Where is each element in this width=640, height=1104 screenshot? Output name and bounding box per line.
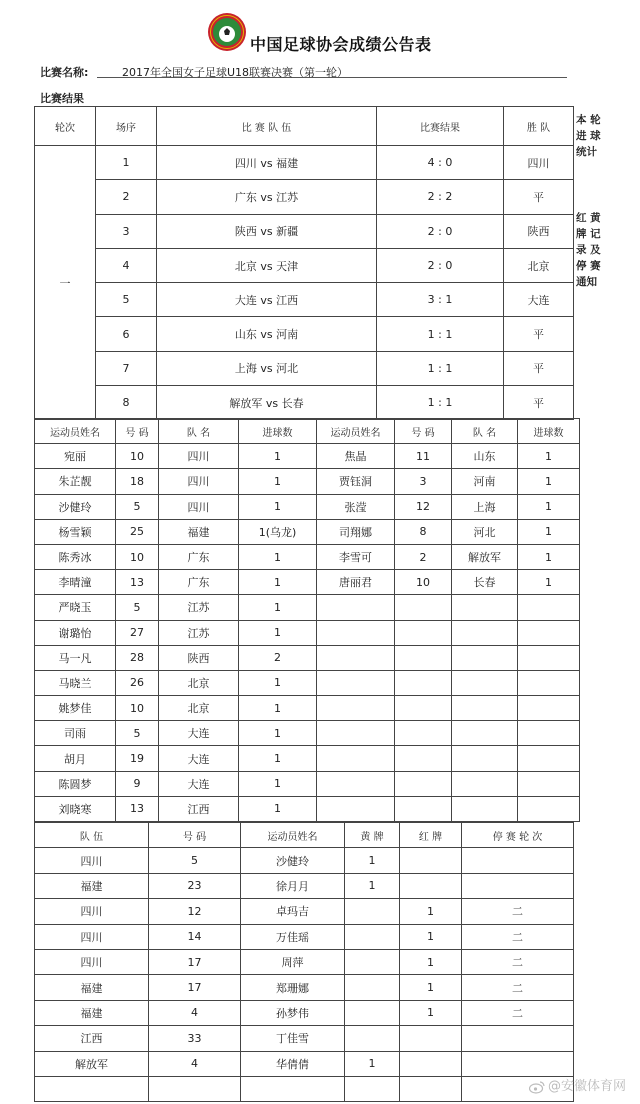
- side-note-line: 牌 记: [576, 228, 601, 240]
- scorers-cell: 姚梦佳: [35, 696, 116, 721]
- scorers-cell: [395, 620, 452, 645]
- scorers-cell: 13: [116, 796, 159, 821]
- results-cell-score: 3 : 1: [377, 283, 504, 317]
- cards-cell: 沙健玲: [241, 848, 345, 873]
- scorers-cell: 1: [518, 544, 580, 569]
- cards-table: [34, 822, 574, 1102]
- scorers-cell: 李雪可: [317, 544, 395, 569]
- cards-row: [35, 1051, 574, 1076]
- results-cell-score: 1 : 1: [377, 351, 504, 385]
- scorers-cell: 四川: [159, 469, 239, 494]
- scorers-row: [35, 645, 580, 670]
- scorers-cell: 广东: [159, 570, 239, 595]
- scorers-cell: [395, 595, 452, 620]
- cards-cell: 12: [149, 899, 241, 924]
- scorers-cell: 27: [116, 620, 159, 645]
- results-cell-winner: 平: [504, 317, 574, 351]
- scorers-cell: 1: [518, 519, 580, 544]
- cards-cell: 1: [345, 848, 400, 873]
- cards-cell: 二: [462, 1000, 574, 1025]
- scorers-row: [35, 469, 580, 494]
- scorers-cell: [518, 771, 580, 796]
- cards-row: [35, 1076, 574, 1101]
- scorers-row: [35, 519, 580, 544]
- cards-row: [35, 949, 574, 974]
- cards-cell: [400, 1026, 462, 1051]
- cards-side-note: [576, 210, 601, 290]
- scorers-cell: [317, 746, 395, 771]
- scorers-row: [35, 696, 580, 721]
- scorers-cell: 2: [239, 645, 317, 670]
- scorers-cell: 1: [239, 444, 317, 469]
- scorers-cell: [452, 796, 518, 821]
- cards-cell: 四川: [35, 899, 149, 924]
- scorers-cell: 25: [116, 519, 159, 544]
- cards-cell: [462, 1026, 574, 1051]
- scorers-cell: [395, 645, 452, 670]
- results-header-cell: 胜 队: [504, 107, 574, 146]
- results-cell-score: 1 : 1: [377, 317, 504, 351]
- cards-row: [35, 848, 574, 873]
- scorers-cell: 19: [116, 746, 159, 771]
- cards-cell: 福建: [35, 975, 149, 1000]
- cards-cell: 四川: [35, 949, 149, 974]
- cards-cell: [345, 975, 400, 1000]
- cards-cell: 周萍: [241, 949, 345, 974]
- scorers-cell: 杨雪颖: [35, 519, 116, 544]
- cards-row: [35, 1000, 574, 1025]
- cards-cell: 33: [149, 1026, 241, 1051]
- cards-header-cell: 黄 牌: [345, 823, 400, 848]
- scorers-cell: 胡月: [35, 746, 116, 771]
- scorers-cell: 江苏: [159, 595, 239, 620]
- scorers-cell: [317, 721, 395, 746]
- scorers-cell: 18: [116, 469, 159, 494]
- results-header-row: [35, 107, 574, 146]
- cards-cell: [345, 899, 400, 924]
- results-table: [34, 106, 574, 420]
- cards-cell: [241, 1076, 345, 1101]
- page-title: 中国足球协会成绩公告表: [250, 35, 432, 54]
- scorers-cell: 江苏: [159, 620, 239, 645]
- cards-cell: [149, 1076, 241, 1101]
- scorers-row: [35, 544, 580, 569]
- scorers-row: [35, 494, 580, 519]
- goals-side-note: [576, 112, 601, 160]
- scorers-cell: 沙健玲: [35, 494, 116, 519]
- side-note-line: 进 球: [576, 130, 601, 142]
- scorers-row: [35, 670, 580, 695]
- scorers-cell: 马一凡: [35, 645, 116, 670]
- cards-cell: 徐月月: [241, 873, 345, 898]
- scorers-cell: 13: [116, 570, 159, 595]
- scorers-cell: 北京: [159, 696, 239, 721]
- cards-header-cell: 号 码: [149, 823, 241, 848]
- scorers-cell: 李晴潼: [35, 570, 116, 595]
- scorers-cell: [452, 645, 518, 670]
- scorers-header-cell: 队 名: [159, 419, 239, 444]
- results-cell-winner: 大连: [504, 283, 574, 317]
- scorers-cell: 1: [239, 620, 317, 645]
- scorers-row: [35, 796, 580, 821]
- cards-header-cell: 运动员姓名: [241, 823, 345, 848]
- scorers-cell: [452, 746, 518, 771]
- scorers-cell: [317, 696, 395, 721]
- scorers-cell: [317, 771, 395, 796]
- results-row: [35, 180, 574, 214]
- results-cell-no: 6: [96, 317, 157, 351]
- cards-cell: 江西: [35, 1026, 149, 1051]
- scorers-cell: 1: [239, 544, 317, 569]
- scorers-table: [34, 418, 580, 822]
- scorers-cell: 2: [395, 544, 452, 569]
- scorers-cell: 河北: [452, 519, 518, 544]
- scorers-cell: 唐丽君: [317, 570, 395, 595]
- side-note-line: 录 及: [576, 244, 601, 256]
- cards-header-cell: 停 赛 轮 次: [462, 823, 574, 848]
- cards-cell: [345, 1000, 400, 1025]
- cards-cell: 1: [345, 873, 400, 898]
- scorers-cell: 1(乌龙): [239, 519, 317, 544]
- scorers-cell: [395, 771, 452, 796]
- scorers-row: [35, 570, 580, 595]
- cards-cell: 华倩倩: [241, 1051, 345, 1076]
- results-cell-winner: 平: [504, 351, 574, 385]
- cards-cell: 福建: [35, 1000, 149, 1025]
- results-row: [35, 283, 574, 317]
- results-cell-teams: 山东 vs 河南: [157, 317, 377, 351]
- cards-cell: [400, 1076, 462, 1101]
- results-cell-winner: 四川: [504, 146, 574, 180]
- scorers-cell: 1: [518, 444, 580, 469]
- cards-cell: [345, 924, 400, 949]
- scorers-header-cell: 号 码: [116, 419, 159, 444]
- scorers-header-row: [35, 419, 580, 444]
- cards-cell: 1: [400, 975, 462, 1000]
- results-cell-teams: 上海 vs 河北: [157, 351, 377, 385]
- scorers-cell: [518, 620, 580, 645]
- scorers-header-cell: 号 码: [395, 419, 452, 444]
- scorers-cell: 9: [116, 771, 159, 796]
- match-name-value: 2017年全国女子足球U18联赛决赛（第一轮）: [97, 64, 567, 78]
- cards-cell: 解放军: [35, 1051, 149, 1076]
- cards-header-row: [35, 823, 574, 848]
- watermark-text: @安徽体育网: [547, 1079, 626, 1094]
- cards-cell: 17: [149, 949, 241, 974]
- scorers-cell: 司翔娜: [317, 519, 395, 544]
- scorers-cell: 5: [116, 595, 159, 620]
- scorers-cell: 焦晶: [317, 444, 395, 469]
- scorers-cell: [395, 696, 452, 721]
- scorers-cell: [452, 721, 518, 746]
- scorers-cell: 张滢: [317, 494, 395, 519]
- scorers-cell: [317, 620, 395, 645]
- results-cell-winner: 北京: [504, 248, 574, 282]
- scorers-cell: [518, 595, 580, 620]
- results-row: [35, 214, 574, 248]
- results-cell-no: 3: [96, 214, 157, 248]
- scorers-cell: 3: [395, 469, 452, 494]
- scorers-cell: 大连: [159, 721, 239, 746]
- scorers-cell: 26: [116, 670, 159, 695]
- scorers-cell: [395, 796, 452, 821]
- cards-cell: 1: [345, 1051, 400, 1076]
- scorers-cell: [452, 696, 518, 721]
- scorers-header-cell: 队 名: [452, 419, 518, 444]
- cards-cell: 卓玛吉: [241, 899, 345, 924]
- scorers-cell: 严晓玉: [35, 595, 116, 620]
- scorers-row: [35, 620, 580, 645]
- cards-cell: 1: [400, 1000, 462, 1025]
- scorers-cell: 刘晓寒: [35, 796, 116, 821]
- cards-cell: 万佳瑶: [241, 924, 345, 949]
- scorers-cell: 四川: [159, 494, 239, 519]
- scorers-cell: [518, 796, 580, 821]
- scorers-header-cell: 进球数: [239, 419, 317, 444]
- scorers-cell: 1: [239, 696, 317, 721]
- cards-cell: [462, 873, 574, 898]
- cards-cell: 5: [149, 848, 241, 873]
- results-cell-score: 1 : 1: [377, 386, 504, 420]
- scorers-cell: [518, 721, 580, 746]
- scorers-cell: 大连: [159, 746, 239, 771]
- results-row: [35, 146, 574, 180]
- scorers-cell: 1: [239, 771, 317, 796]
- cards-cell: [462, 848, 574, 873]
- result-label: 比赛结果: [40, 92, 84, 105]
- cards-cell: 二: [462, 975, 574, 1000]
- scorers-cell: [518, 746, 580, 771]
- cards-header-cell: 红 牌: [400, 823, 462, 848]
- cards-row: [35, 924, 574, 949]
- cards-cell: 14: [149, 924, 241, 949]
- scorers-cell: [452, 595, 518, 620]
- results-cell-score: 2 : 2: [377, 180, 504, 214]
- results-cell-teams: 陕西 vs 新疆: [157, 214, 377, 248]
- results-header-cell: 比赛结果: [377, 107, 504, 146]
- cards-header-cell: 队 伍: [35, 823, 149, 848]
- scorers-cell: 陈秀冰: [35, 544, 116, 569]
- scorers-cell: 5: [116, 721, 159, 746]
- scorers-cell: [317, 670, 395, 695]
- results-cell-winner: 平: [504, 180, 574, 214]
- cards-row: [35, 975, 574, 1000]
- scorers-row: [35, 746, 580, 771]
- scorers-cell: 长春: [452, 570, 518, 595]
- scorers-cell: 11: [395, 444, 452, 469]
- weibo-icon: [529, 1080, 545, 1094]
- scorers-cell: 10: [116, 544, 159, 569]
- scorers-cell: 上海: [452, 494, 518, 519]
- results-row: [35, 248, 574, 282]
- cards-cell: 郑珊娜: [241, 975, 345, 1000]
- cards-cell: 福建: [35, 873, 149, 898]
- scorers-cell: 大连: [159, 771, 239, 796]
- scorers-cell: [518, 696, 580, 721]
- scorers-cell: 1: [239, 670, 317, 695]
- cards-cell: 四川: [35, 848, 149, 873]
- cards-cell: 二: [462, 899, 574, 924]
- scorers-cell: [452, 620, 518, 645]
- cards-cell: 孙梦伟: [241, 1000, 345, 1025]
- scorers-header-cell: 运动员姓名: [35, 419, 116, 444]
- side-note-line: 统计: [576, 146, 597, 158]
- cards-cell: [462, 1051, 574, 1076]
- scorers-cell: 1: [518, 494, 580, 519]
- round-cell: 一: [35, 146, 96, 420]
- scorers-cell: 1: [239, 595, 317, 620]
- scorers-cell: 四川: [159, 444, 239, 469]
- results-cell-winner: 陕西: [504, 214, 574, 248]
- scorers-cell: 10: [116, 444, 159, 469]
- results-cell-no: 8: [96, 386, 157, 420]
- cards-row: [35, 899, 574, 924]
- header: [0, 0, 640, 60]
- cards-row: [35, 1026, 574, 1051]
- results-header-cell: 轮次: [35, 107, 96, 146]
- cards-cell: [345, 1026, 400, 1051]
- cards-cell: 二: [462, 949, 574, 974]
- scorers-cell: [395, 746, 452, 771]
- results-cell-no: 2: [96, 180, 157, 214]
- scorers-cell: 宛丽: [35, 444, 116, 469]
- watermark: [529, 1075, 626, 1094]
- cards-cell: 二: [462, 924, 574, 949]
- results-cell-winner: 平: [504, 386, 574, 420]
- scorers-cell: 福建: [159, 519, 239, 544]
- cards-cell: [35, 1076, 149, 1101]
- results-cell-no: 4: [96, 248, 157, 282]
- cards-cell: [400, 1051, 462, 1076]
- results-header-cell: 场序: [96, 107, 157, 146]
- scorers-cell: [317, 645, 395, 670]
- scorers-cell: [395, 670, 452, 695]
- scorers-cell: 1: [239, 721, 317, 746]
- cards-cell: [345, 1076, 400, 1101]
- results-cell-no: 1: [96, 146, 157, 180]
- results-row: [35, 386, 574, 420]
- scorers-cell: 5: [116, 494, 159, 519]
- cards-cell: 17: [149, 975, 241, 1000]
- scorers-header-cell: 运动员姓名: [317, 419, 395, 444]
- scorers-header-cell: 进球数: [518, 419, 580, 444]
- scorers-cell: [395, 721, 452, 746]
- side-note-line: 红 黄: [576, 212, 601, 224]
- side-note-line: 通知: [576, 276, 597, 288]
- side-note-line: 本 轮: [576, 114, 601, 126]
- results-cell-teams: 北京 vs 天津: [157, 248, 377, 282]
- scorers-cell: [317, 796, 395, 821]
- scorers-cell: [518, 645, 580, 670]
- scorers-row: [35, 444, 580, 469]
- scorers-cell: [452, 670, 518, 695]
- results-cell-no: 5: [96, 283, 157, 317]
- results-header-cell: 比 赛 队 伍: [157, 107, 377, 146]
- scorers-cell: 1: [239, 746, 317, 771]
- cards-row: [35, 873, 574, 898]
- scorers-cell: 谢璐怡: [35, 620, 116, 645]
- scorers-cell: 1: [239, 796, 317, 821]
- scorers-cell: [518, 670, 580, 695]
- scorers-cell: 江西: [159, 796, 239, 821]
- scorers-cell: 10: [395, 570, 452, 595]
- scorers-cell: 1: [518, 570, 580, 595]
- scorers-cell: 解放军: [452, 544, 518, 569]
- scorers-cell: 陕西: [159, 645, 239, 670]
- results-cell-teams: 四川 vs 福建: [157, 146, 377, 180]
- scorers-cell: 陈圆梦: [35, 771, 116, 796]
- scorers-cell: 马晓兰: [35, 670, 116, 695]
- scorers-cell: 山东: [452, 444, 518, 469]
- cards-cell: 4: [149, 1000, 241, 1025]
- match-name-label: 比赛名称:: [40, 66, 89, 79]
- scorers-cell: 朱芷靓: [35, 469, 116, 494]
- scorers-cell: 10: [116, 696, 159, 721]
- cards-cell: [400, 873, 462, 898]
- scorers-cell: 12: [395, 494, 452, 519]
- results-row: [35, 351, 574, 385]
- scorers-row: [35, 595, 580, 620]
- cards-cell: [400, 848, 462, 873]
- results-cell-teams: 广东 vs 江苏: [157, 180, 377, 214]
- scorers-row: [35, 721, 580, 746]
- scorers-cell: 1: [239, 494, 317, 519]
- side-note-line: 停 赛: [576, 260, 601, 272]
- scorers-cell: 北京: [159, 670, 239, 695]
- results-row: [35, 317, 574, 351]
- scorers-cell: [317, 595, 395, 620]
- cards-cell: 丁佳雪: [241, 1026, 345, 1051]
- results-cell-score: 4 : 0: [377, 146, 504, 180]
- scorers-cell: 28: [116, 645, 159, 670]
- scorers-cell: 河南: [452, 469, 518, 494]
- results-cell-score: 2 : 0: [377, 214, 504, 248]
- scorers-cell: 广东: [159, 544, 239, 569]
- scorers-cell: 1: [518, 469, 580, 494]
- results-cell-teams: 解放军 vs 长春: [157, 386, 377, 420]
- scorers-cell: 司雨: [35, 721, 116, 746]
- results-cell-score: 2 : 0: [377, 248, 504, 282]
- cards-cell: 1: [400, 949, 462, 974]
- cards-cell: [345, 949, 400, 974]
- scorers-cell: [452, 771, 518, 796]
- cards-cell: 1: [400, 899, 462, 924]
- scorers-row: [35, 771, 580, 796]
- cards-cell: 4: [149, 1051, 241, 1076]
- scorers-cell: 1: [239, 570, 317, 595]
- scorers-cell: 贾钰洞: [317, 469, 395, 494]
- results-cell-no: 7: [96, 351, 157, 385]
- results-cell-teams: 大连 vs 江西: [157, 283, 377, 317]
- scorers-cell: 8: [395, 519, 452, 544]
- cards-cell: 四川: [35, 924, 149, 949]
- cards-cell: 1: [400, 924, 462, 949]
- scorers-cell: 1: [239, 469, 317, 494]
- cfa-logo-icon: [207, 12, 247, 52]
- cards-cell: 23: [149, 873, 241, 898]
